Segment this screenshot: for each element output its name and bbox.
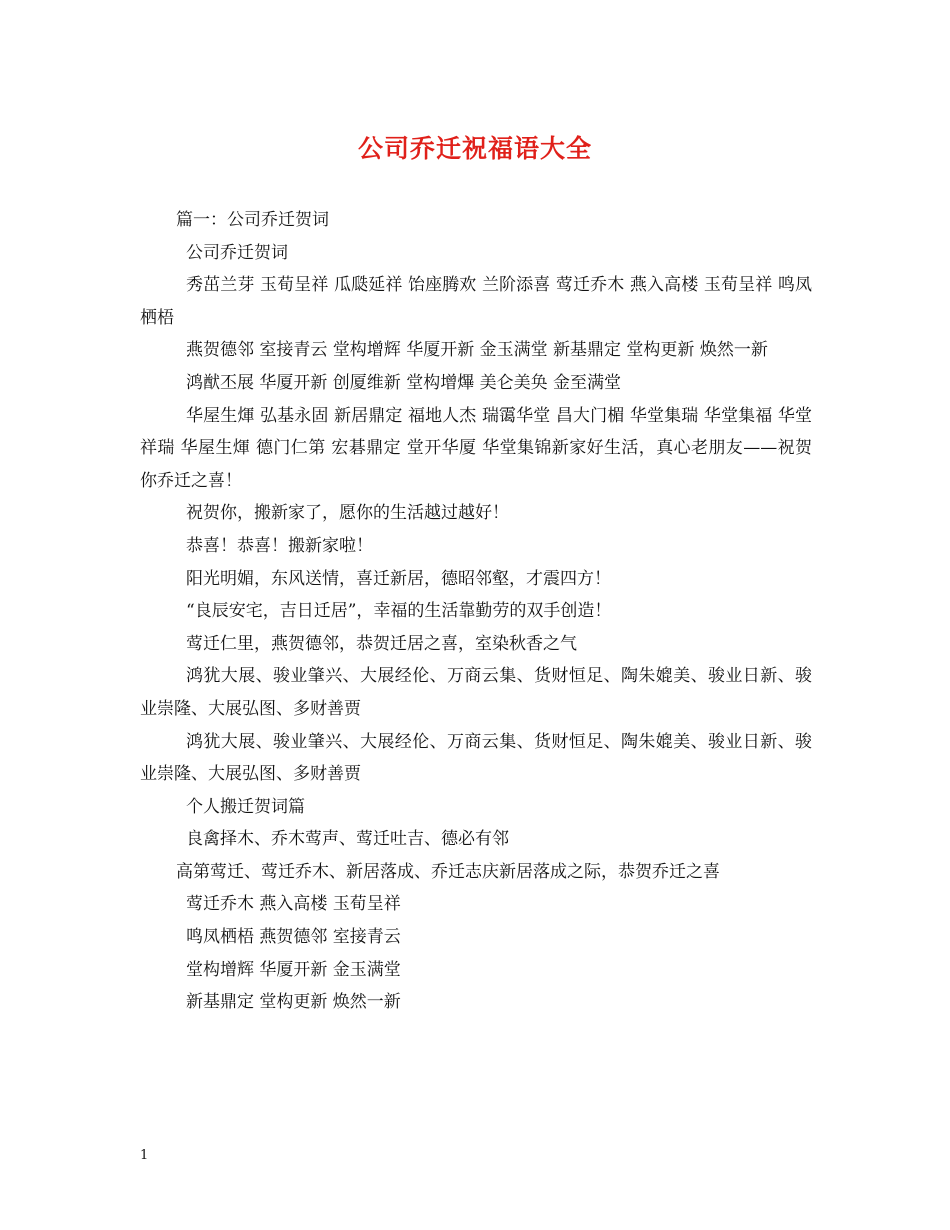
paragraph: 鸣凤栖梧 燕贺德邻 室接青云: [186, 927, 401, 948]
document-body: [140, 204, 812, 1019]
paragraph: 恭喜！恭喜！搬新家啦！: [186, 535, 373, 556]
paragraph: 良禽择木、乔木莺声、莺迁吐吉、德必有邻: [186, 829, 509, 850]
paragraph: 鸿犹大展、骏业肇兴、大展经伦、万商云集、货财恒足、陶朱媲美、骏业日新、骏业崇隆、大展弘图、多财善贾: [140, 666, 812, 719]
paragraph: 高第莺迁、莺迁乔木、新居落成、乔迁志庆新居落成之际，恭贺乔迁之喜: [176, 861, 720, 882]
page-number: 1: [140, 1148, 149, 1163]
paragraph: 华屋生煇 弘基永固 新居鼎定 福地人杰 瑞霭华堂 昌大门楣 华堂集瑞 华堂集福 华堂祥瑞 华屋生煇 德门仁第 宏碁鼎定 堂开华厦 华堂集锦新家好生活，真心老朋友——祝贺你乔迁之喜！: [140, 405, 812, 491]
paragraph: 秀茁兰芽 玉荀呈祥 瓜瓞延祥 饴座腾欢 兰阶添喜 莺迁乔木 燕入高楼 玉荀呈祥 鸣凤栖梧: [140, 275, 812, 328]
paragraph: 莺迁乔木 燕入高楼 玉荀呈祥: [186, 894, 401, 915]
paragraph: 燕贺德邻 室接青云 堂构增辉 华厦开新 金玉满堂 新基鼎定 堂构更新 焕然一新: [186, 340, 768, 361]
section-heading: 篇一：公司乔迁贺词: [176, 210, 329, 230]
paragraph: 莺迁仁里，燕贺德邻，恭贺迁居之喜，室染秋香之气: [186, 633, 577, 654]
paragraph: 祝贺你，搬新家了，愿你的生活越过越好！: [186, 503, 509, 524]
paragraph: 新基鼎定 堂构更新 焕然一新: [186, 992, 401, 1013]
subsection-heading: 个人搬迁贺词篇: [186, 796, 305, 817]
paragraph: 堂构增辉 华厦开新 金玉满堂: [186, 959, 401, 980]
subsection-heading: 公司乔迁贺词: [186, 242, 288, 263]
paragraph: 鸿犹大展、骏业肇兴、大展经伦、万商云集、货财恒足、陶朱媲美、骏业日新、骏业崇隆、大展弘图、多财善贾: [140, 731, 812, 785]
paragraph: “良辰安宅，吉日迁居”，幸福的生活靠勤劳的双手创造！: [186, 601, 612, 622]
paragraph: 阳光明媚，东风送情，喜迁新居，德昭邻壑，才震四方！: [186, 568, 611, 589]
paragraph: 鸿猷丕展 华厦开新 创厦维新 堂构增熚 美仑美奂 金至满堂: [186, 372, 622, 393]
document-title: 公司乔迁祝福语大全: [357, 134, 592, 163]
